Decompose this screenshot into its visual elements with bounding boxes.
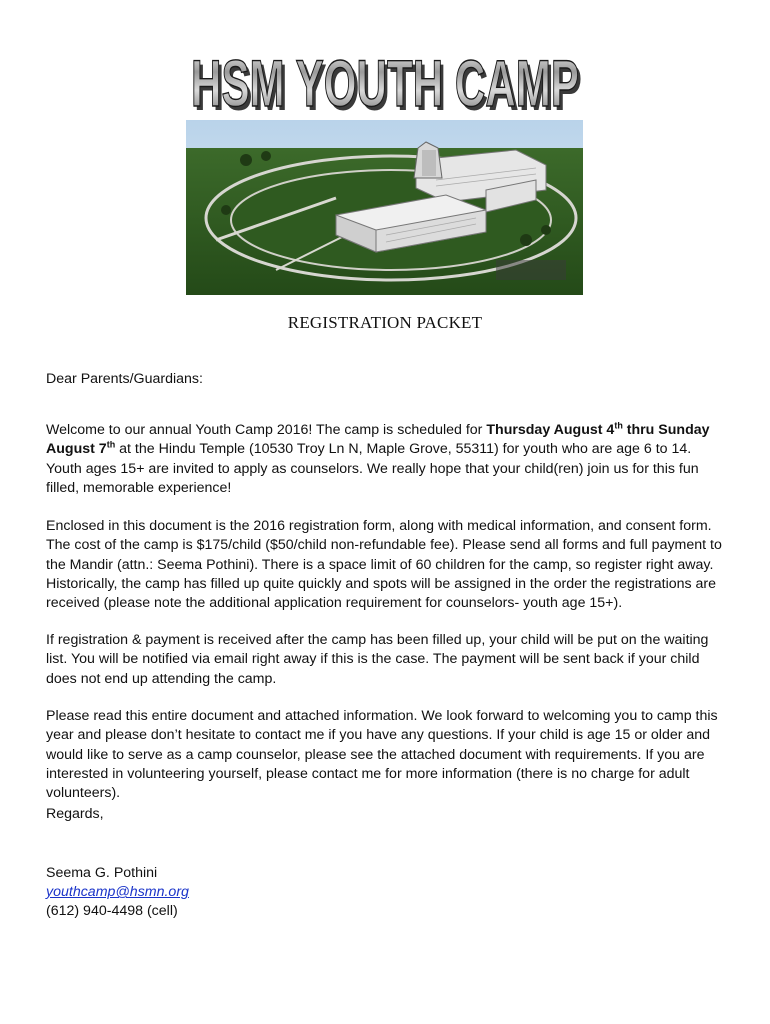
signature-block	[46, 864, 189, 922]
banner-shadow-text: HSM YOUTH CAMP	[194, 50, 582, 120]
email-link[interactable]: youthcamp@hsmn.org	[46, 884, 189, 901]
paragraph-enclosed: Enclosed in this document is the 2016 registration form, along with medical information, and consent form. The cost of the camp is $175/child ($50/child non-refundable fee). Please send all forms and full payment to the Mandir (attn.: Seema Pothini). There is a space limit of 60 children for the camp, so register right away. Historically, the camp has filled up quite quickly and spots will be assigned in the order the registrations are received (please note the additional application requirement for counselors- youth age 15+).	[46, 518, 722, 611]
phone-number: (612) 940-4498 (cell)	[46, 903, 178, 920]
camp-banner	[185, 42, 585, 120]
page-title: REGISTRATION PACKET	[287, 313, 483, 332]
signer-name: Seema G. Pothini	[46, 865, 158, 881]
paragraph-counselor: Please read this entire document and attached information. We look forward to welcoming you to camp this year and please don’t hesitate to contact me if you have any questions. If your child is age 15 or older and would like to serve as a camp counselor, please see the attached document with requirements. If you are interested in volunteering yourself, please contact me for more information (there is no charge for adult volunteers).	[46, 708, 718, 801]
paragraph-waiting-list: If registration & payment is received after the camp has been filled up, your child will be put on the waiting list. You will be notified via email right away if this is the case. The payment will be sent back if your child does not end up attending the camp.	[46, 632, 709, 687]
paragraph-welcome: Welcome to our annual Youth Camp 2016! The camp is scheduled for Thursday August 4th thru Sunday August 7th at the Hindu Temple (10530 Troy Ln N, Maple Grove, 55311) for youth who are age 6 to 14. Youth ages 15+ are invited to apply as counselors. We really hope that your child(ren) join us for this fun filled, memorable experience!	[46, 420, 710, 496]
banner-wordart	[185, 42, 585, 120]
closing: Regards,	[46, 806, 104, 822]
temple-rendering-image	[186, 120, 583, 295]
greeting: Dear Parents/Guardians:	[46, 371, 203, 387]
banner-text: HSM YOUTH CAMP	[191, 46, 579, 120]
